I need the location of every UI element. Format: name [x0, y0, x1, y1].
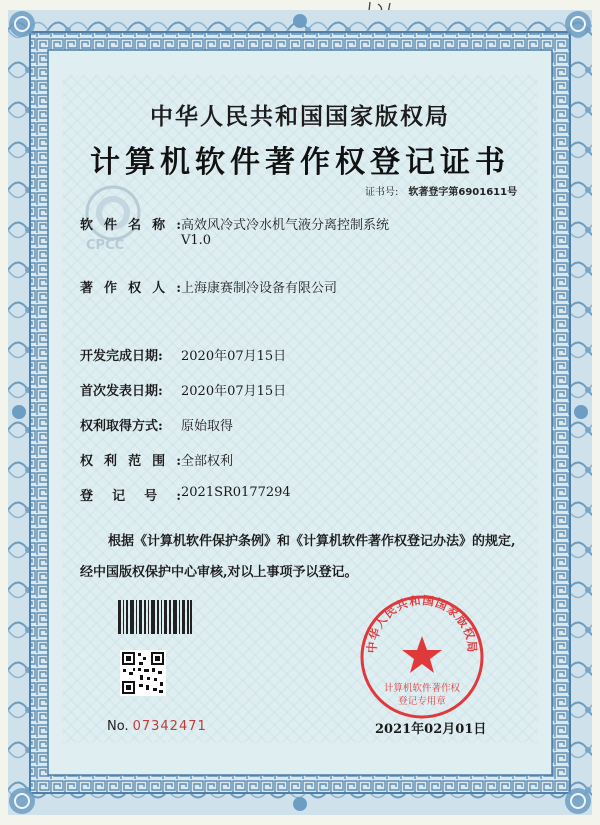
certificate-number-label: 证书号: — [365, 187, 399, 198]
field-development-date — [80, 345, 286, 364]
certificate-number-value: 软著登字第6901611号 — [408, 187, 518, 198]
field-label: 软件名称: — [80, 218, 181, 233]
field-value-version: V1.0 — [181, 233, 212, 248]
field-acquisition-method — [80, 415, 233, 434]
seal-star-icon — [402, 636, 442, 673]
field-value: 高效风冷式冷水机气液分离控制系统 — [181, 218, 390, 233]
qr-code — [120, 650, 166, 696]
field-label: 权利取得方式: — [80, 419, 163, 434]
field-value: 全部权利 — [181, 454, 234, 469]
issuing-authority: 中华人民共和国国家版权局 — [150, 103, 450, 130]
serial-value: 07342471 — [132, 719, 207, 734]
cpcc-logo-text: CPCC — [86, 238, 125, 253]
field-software-name — [80, 214, 389, 248]
certificate-title: 计算机软件著作权登记证书 — [90, 145, 510, 180]
field-registration-number — [80, 485, 291, 504]
barcode — [118, 600, 192, 634]
field-label: 首次发表日期: — [80, 384, 163, 399]
seal-inner-text-2: 登记专用章 — [398, 696, 446, 707]
certificate-number — [365, 183, 517, 198]
field-value: 上海康赛制冷设备有限公司 — [181, 281, 338, 296]
issue-date: 2021年02月01日 — [375, 722, 487, 737]
field-value: 2021SR0177294 — [181, 485, 291, 500]
field-label: 权利范围: — [80, 454, 181, 469]
seal-ring-text: 中华人民共和国国家版权局 — [364, 593, 480, 654]
certification-statement: 根据《计算机软件保护条例》和《计算机软件著作权登记办法》的规定,经中国版权保护中心审核,对以上事项予以登记。 — [80, 534, 516, 580]
field-value: 2020年07月15日 — [181, 384, 287, 399]
field-value: 2020年07月15日 — [181, 349, 287, 364]
field-label: 著作权人: — [80, 281, 181, 296]
field-value: 原始取得 — [181, 419, 234, 434]
seal-inner-text-1: 计算机软件著作权 — [383, 683, 461, 694]
field-first-publication-date — [80, 380, 286, 399]
official-seal — [357, 592, 487, 722]
serial-label: No. — [107, 719, 129, 734]
field-label: 登记号: — [80, 489, 181, 504]
field-copyright-owner — [80, 277, 337, 296]
field-rights-scope — [80, 450, 233, 469]
serial-number — [107, 719, 207, 734]
field-label: 开发完成日期: — [80, 349, 163, 364]
